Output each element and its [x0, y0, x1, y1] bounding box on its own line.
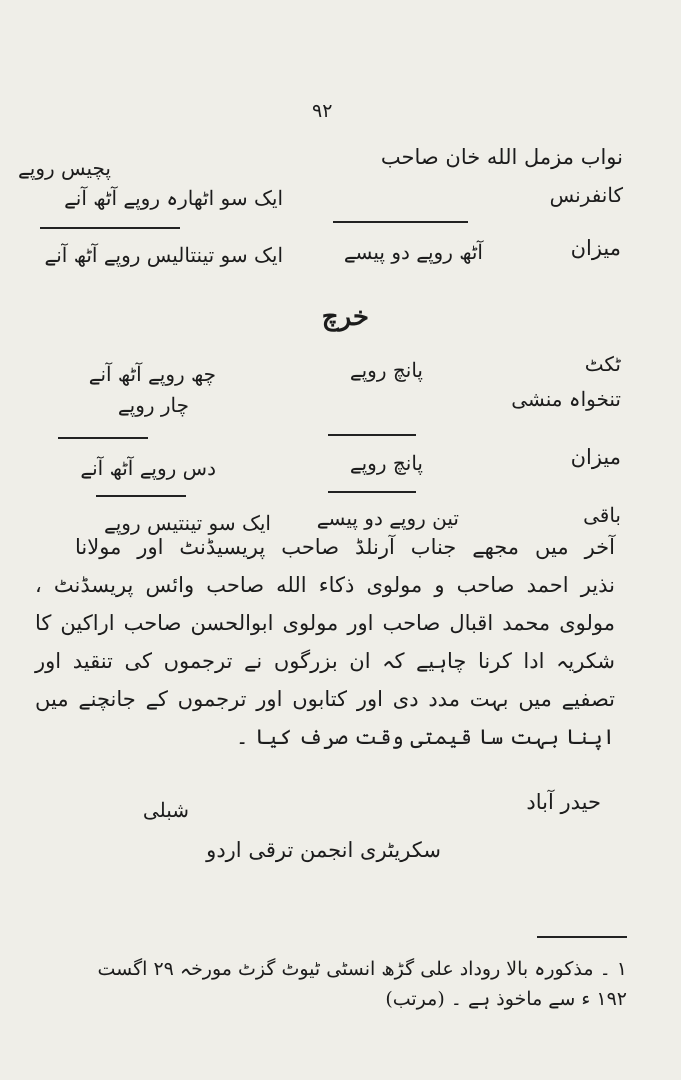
- balance-amount: ایک سو تینتیس روپے: [104, 511, 271, 535]
- income-rule-right: [40, 227, 180, 229]
- income-total-label: میزان: [570, 236, 621, 260]
- conference-label: کانفرنس: [549, 183, 623, 207]
- signature-place: حیدر آباد: [526, 790, 601, 814]
- income-total-mid: آٹھ روپے دو پیسے: [343, 240, 483, 264]
- paragraph-line-6: اپنا بہت سا قیمتی وقت صرف کیا ۔: [236, 725, 615, 749]
- balance-rule-mid: [328, 491, 416, 493]
- income-total-amount: ایک سو تینتالیس روپے آٹھ آنے: [44, 243, 283, 267]
- page-number: ۹۲: [312, 100, 333, 122]
- balance-mid: تین روپے دو پیسے: [316, 506, 459, 530]
- expense-rule-mid: [328, 434, 416, 436]
- balance-label: باقی: [583, 503, 621, 527]
- footnote-line-1: ۱ ۔ مذکورہ بالا روداد علی گڑھ انسٹی ٹیوٹ گزٹ مورخہ ۲۹ اگست: [97, 958, 627, 980]
- paragraph-line-4: شکریہ ادا کرنا چاہیے کہ ان بزرگوں نے ترجموں کی تنقید اور: [35, 649, 615, 673]
- paragraph-line-1: آخر میں مجھے جناب آرنلڈ صاحب پریسیڈنٹ اور مولانا: [75, 535, 615, 559]
- expense-total-mid: پانچ روپے: [349, 451, 423, 475]
- donor-amount: پچیس روپے: [18, 156, 111, 180]
- paragraph-line-2: نذیر احمد صاحب و مولوی ذکاء الله صاحب وائس پریسڈنٹ ،: [35, 573, 615, 597]
- salary-label: تنخواہ منشی: [511, 387, 621, 411]
- signature-title: سکریٹری انجمن ترقی اردو: [206, 838, 441, 862]
- footnote-line-2: ۱۹۲ ء سے ماخوذ ہے ۔ (مرتب): [385, 988, 627, 1010]
- conference-amount: ایک سو اٹھارہ روپے آٹھ آنے: [64, 186, 283, 210]
- paragraph-line-5: تصفیے میں بہت مدد دی اور کتابوں اور ترجموں کے جانچنے میں: [35, 687, 615, 711]
- expense-total-amount: دس روپے آٹھ آنے: [80, 456, 216, 480]
- expense-heading: خرچ: [321, 302, 369, 332]
- paragraph-line-3: مولوی محمد اقبال صاحب اور مولوی ابوالحسن صاحب اراکین کا: [35, 611, 615, 635]
- ticket-mid: پانچ روپے: [349, 358, 423, 382]
- ticket-label: ٹکٹ: [584, 352, 621, 376]
- signature-name: شبلی: [142, 798, 189, 822]
- donor-name: نواب مزمل الله خان صاحب: [380, 145, 623, 169]
- expense-rule-right: [58, 437, 148, 439]
- salary-amount: چار روپے: [117, 393, 189, 417]
- expense-total-label: میزان: [570, 445, 621, 469]
- footnote-rule: [537, 936, 627, 938]
- balance-rule-right: [96, 495, 186, 497]
- income-rule-mid: [333, 221, 468, 223]
- ticket-amount: چھ روپے آٹھ آنے: [88, 362, 216, 386]
